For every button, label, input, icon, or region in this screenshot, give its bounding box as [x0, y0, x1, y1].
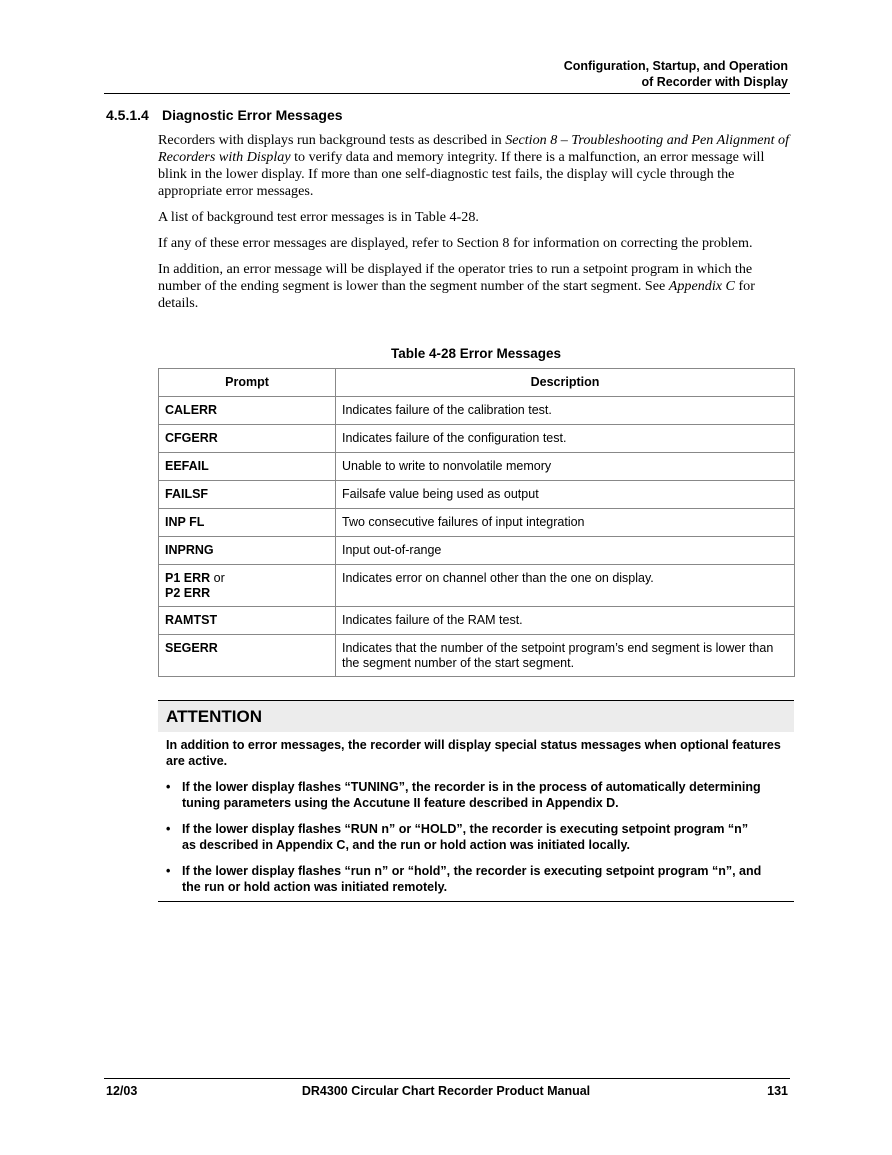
- paragraph-1: [158, 132, 790, 200]
- list-item-text: If the lower display flashes “TUNING”, the recorder is in the process of automatically determining tuning parameters using the Accutune II feature described in Appendix D.: [182, 780, 761, 810]
- page-number: 131: [767, 1084, 788, 1098]
- paragraph-4: [158, 261, 790, 312]
- page-header: [564, 58, 788, 90]
- table-caption: Table 4-28 Error Messages: [390, 346, 562, 361]
- footer-date: 12/03: [106, 1084, 138, 1098]
- paragraph-2: A list of background test error messages is in Table 4-28.: [158, 209, 479, 225]
- prompt-cell: [159, 565, 336, 607]
- section-title: Diagnostic Error Messages: [162, 107, 343, 123]
- header-line-2: of Recorder with Display: [641, 75, 788, 89]
- description-cell: Indicates error on channel other than the one on display.: [336, 565, 795, 607]
- section-heading: [106, 107, 343, 123]
- list-item-text: If the lower display flashes “run n” or “hold”, the recorder is executing setpoint program “n”, and the run or hold action was initiated remotely.: [182, 864, 762, 894]
- column-header-prompt: Prompt: [159, 369, 336, 397]
- list-item: [166, 779, 764, 811]
- description-cell: Failsafe value being used as output: [336, 481, 795, 509]
- paragraph-4-text-b: for details.: [158, 278, 755, 311]
- prompt-cell: INPRNG: [159, 537, 336, 565]
- bullet-icon: •: [166, 864, 171, 878]
- prompt-cell: SEGERR: [159, 635, 336, 677]
- table-row: [159, 635, 795, 677]
- description-cell: Indicates failure of the configuration test.: [336, 425, 795, 453]
- list-item-text: If the lower display flashes “RUN n” or “HOLD”, the recorder is executing setpoint program “n” as described in Appendix C, and the run or hold action was initiated locally.: [182, 822, 749, 852]
- table-row: [159, 607, 795, 635]
- description-cell: Indicates failure of the calibration test.: [336, 397, 795, 425]
- description-cell: Input out-of-range: [336, 537, 795, 565]
- prompt-or: or: [210, 571, 225, 585]
- table-row: [159, 537, 795, 565]
- prompt-p1: P1 ERR: [165, 571, 211, 585]
- header-line-1: Configuration, Startup, and Operation: [563, 59, 788, 73]
- paragraph-1-text-b: to verify data and memory integrity. If there is a malfunction, an error message will blink in the lower display. If more than one self-diagnostic test fails, the display will cycle through the appropriate error messages.: [158, 149, 765, 199]
- header-rule: [104, 93, 790, 94]
- section-number: 4.5.1.4: [106, 107, 149, 123]
- bullet-icon: •: [166, 822, 171, 836]
- prompt-p2: P2 ERR: [165, 586, 211, 600]
- attention-box: [158, 700, 794, 902]
- paragraph-4-text-a: In addition, an error message will be displayed if the operator tries to run a setpoint program in which the number of the ending segment is lower than the segment number of the start segment. See: [158, 261, 753, 294]
- attention-list: [158, 779, 794, 895]
- table-row: [159, 397, 795, 425]
- footer-rule: [104, 1078, 790, 1079]
- prompt-cell: FAILSF: [159, 481, 336, 509]
- paragraph-3: If any of these error messages are displayed, refer to Section 8 for information on correcting the problem.: [158, 235, 753, 251]
- table-row: [159, 425, 795, 453]
- footer-title: DR4300 Circular Chart Recorder Product Manual: [301, 1084, 591, 1098]
- prompt-cell: EEFAIL: [159, 453, 336, 481]
- appendix-c-reference: Appendix C: [668, 278, 735, 294]
- list-item: [166, 863, 764, 895]
- prompt-cell: INP FL: [159, 509, 336, 537]
- table-row: [159, 453, 795, 481]
- paragraph-1-text-a: Recorders with displays run background tests as described in: [158, 132, 506, 148]
- column-header-description: Description: [336, 369, 795, 397]
- error-messages-table: [158, 368, 795, 677]
- section-8-reference: Section 8 – Troubleshooting and Pen Alignment of Recorders with Display: [158, 132, 790, 165]
- table-row: [159, 509, 795, 537]
- prompt-cell: CALERR: [159, 397, 336, 425]
- body-text: [158, 132, 790, 321]
- description-cell: Indicates that the number of the setpoint program’s end segment is lower than the segment number of the start segment.: [336, 635, 795, 677]
- attention-intro: In addition to error messages, the recorder will display special status messages when optional features are active.: [166, 738, 781, 768]
- description-cell: Unable to write to nonvolatile memory: [336, 453, 795, 481]
- description-cell: Indicates failure of the RAM test.: [336, 607, 795, 635]
- description-cell: Two consecutive failures of input integration: [336, 509, 795, 537]
- table-header-row: [159, 369, 795, 397]
- list-item: [166, 821, 764, 853]
- table-row: [159, 481, 795, 509]
- table-row: [159, 565, 795, 607]
- attention-title: ATTENTION: [158, 701, 794, 732]
- bullet-icon: •: [166, 780, 171, 794]
- prompt-cell: CFGERR: [159, 425, 336, 453]
- prompt-cell: RAMTST: [159, 607, 336, 635]
